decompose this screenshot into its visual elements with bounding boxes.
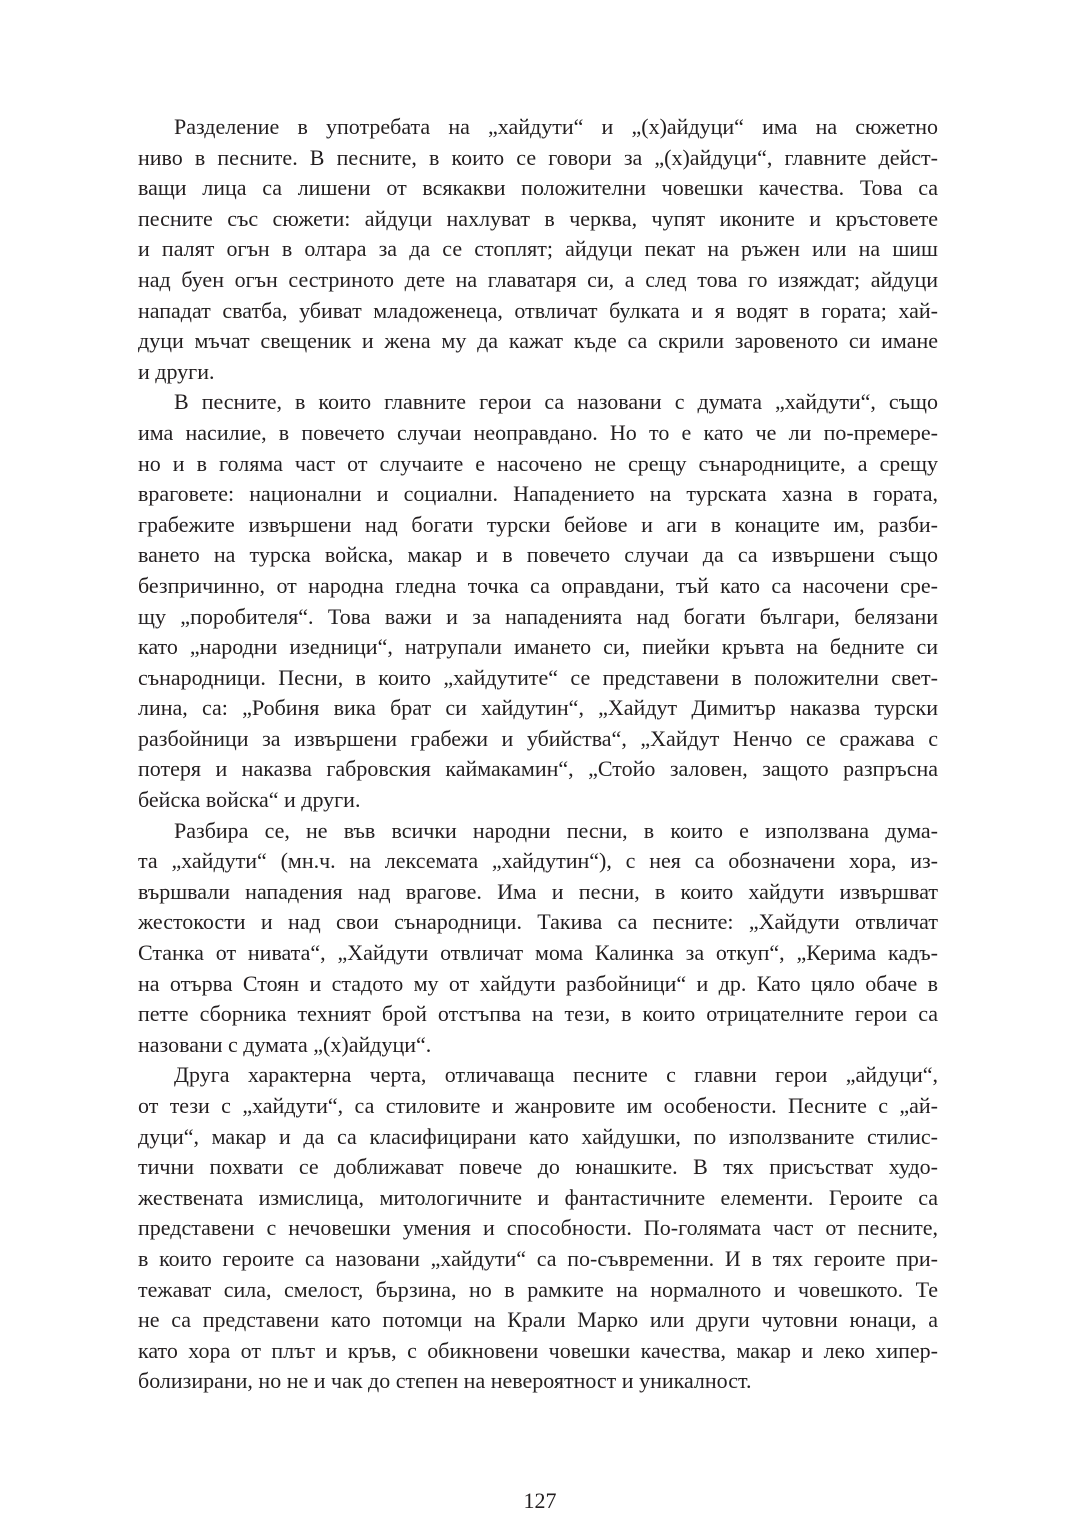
- text-line: жестокости и над свои сънародници. Такива са песните: „Хайдути отвличат: [138, 909, 938, 935]
- text-line: не са представени като потомци на Крали Марко или други чутовни юнаци, а: [138, 1307, 938, 1333]
- text-line: над буен огън сестриното дете на главатаря си, а след това го изяждат; айдуци: [138, 266, 938, 292]
- text-line: ването на турска войска, макар и в повечето случаи да са извършени също: [138, 542, 938, 568]
- text-line: та „хайдути“ (мн.ч. на лексемата „хайдутин“), с нея са обозначени хора, из-: [138, 848, 938, 874]
- text-line: представени с нечовешки умения и способности. По-голямата част от песните,: [138, 1215, 938, 1241]
- text-line: в които героите са назовани „хайдути“ са по-съвременни. И в тях героите при-: [138, 1245, 938, 1271]
- text-line: тежават сила, смелост, бързина, но в рамките на нормалното и човешкото. Те: [138, 1276, 938, 1302]
- text-line: разбойници за извършени грабежи и убийства“, „Хайдут Ненчо се сражава с: [138, 725, 938, 751]
- text-line: на отърва Стоян и стадото му от хайдути разбойници“ и др. Като цяло обаче в: [138, 970, 938, 996]
- text-line: грабежите извършени над богати турски бейове и аги в конаците им, разби-: [138, 511, 938, 537]
- page-body: [138, 112, 938, 1397]
- text-line: сънародници. Песни, в които „хайдутите“ се представени в положителни свет-: [138, 664, 938, 690]
- text-line: потеря и наказва габровския каймакамин“, „Стойо заловен, защото разпръсна: [138, 756, 938, 782]
- text-line: Друга характерна черта, отличаваща песните с главни герои „айдуци“,: [174, 1062, 938, 1088]
- text-line: като „народни изедници“, натрупали имането си, пиейки кръвта на бедните си: [138, 634, 938, 660]
- text-line: песните със сюжети: айдуци нахлуват в черква, чупят иконите и кръстовете: [138, 205, 938, 231]
- text-line: щу „поробителя“. Това важи и за нападенията над богати българи, белязани: [138, 603, 938, 629]
- text-line: петте сборника техният брой отстъпва на тези, в които отрицателните герои са: [138, 1001, 938, 1027]
- text-line: ниво в песните. В песните, в които се говори за „(х)айдуци“, главните дейст-: [138, 144, 938, 170]
- text-line: жествената измислица, митологичните и фантастичните елементи. Героите са: [138, 1184, 938, 1210]
- text-line: враговете: национални и социални. Нападението на турската хазна в гората,: [138, 481, 938, 507]
- text-line: безпричинно, от народна гледна точка са оправдани, тъй като са насочени сре-: [138, 572, 938, 598]
- paragraph-2: [138, 387, 938, 815]
- text-line: дуци“, макар и да са класифицирани като хайдушки, по използваните стилис-: [138, 1123, 938, 1149]
- text-line: Разделение в употребата на „хайдути“ и „(х)айдуци“ има на сюжетно: [174, 114, 938, 139]
- text-line: В песните, в които главните герои са назовани с думата „хайдути“, също: [174, 389, 938, 415]
- text-line: нападат сватба, убиват младоженеца, отвличат булката и я водят в гората; хай-: [138, 297, 938, 323]
- text-line: вършвали нападения над врагове. Има и песни, в които хайдути извършват: [138, 878, 938, 904]
- text-line: лина, са: „Робиня вика брат си хайдутин“, „Хайдут Димитър наказва турски: [138, 695, 938, 721]
- paragraph-4: [138, 1060, 938, 1397]
- text-line: като хора от плът и кръв, с обикновени човешки качества, макар и леко хипер-: [138, 1337, 938, 1363]
- paragraph-3: [138, 816, 938, 1061]
- page-number: 127: [523, 1488, 557, 1513]
- text-line: дуци мъчат свещеник и жена му да кажат къде са скрили заровеното си имане: [138, 328, 938, 354]
- text-line: от тези с „хайдути“, са стиловите и жанровите им особености. Песните с „ай-: [138, 1093, 938, 1118]
- text-line: тични похвати се доближават повече до юнашките. В тях присъстват худо-: [138, 1154, 938, 1180]
- text-line: но и в голяма част от случаите е насочено не срещу сънародниците, а срещу: [138, 450, 938, 476]
- text-line: назовани с думата „(х)айдуци“.: [138, 1031, 432, 1057]
- text-line: и други.: [138, 358, 215, 384]
- text-line: бейска войска“ и други.: [138, 787, 361, 813]
- text-line: Разбира се, не във всички народни песни, в които е използвана дума-: [174, 817, 938, 843]
- text-line: има насилие, в повечето случаи неоправдано. Но то е като че ли по-премере-: [138, 419, 938, 445]
- text-line: ващи лица са лишени от всякакви положителни човешки качества. Това са: [138, 175, 938, 201]
- text-line: Станка от нивата“, „Хайдути отвличат мома Калинка за откуп“, „Керима кадъ-: [138, 940, 938, 966]
- paragraph-1: [138, 112, 938, 387]
- text-line: и палят огън в олтара за да се стоплят; айдуци пекат на ръжен или на шиш: [138, 236, 938, 262]
- text-line: болизирани, но не и чак до степен на невероятност и уникалност.: [138, 1368, 752, 1394]
